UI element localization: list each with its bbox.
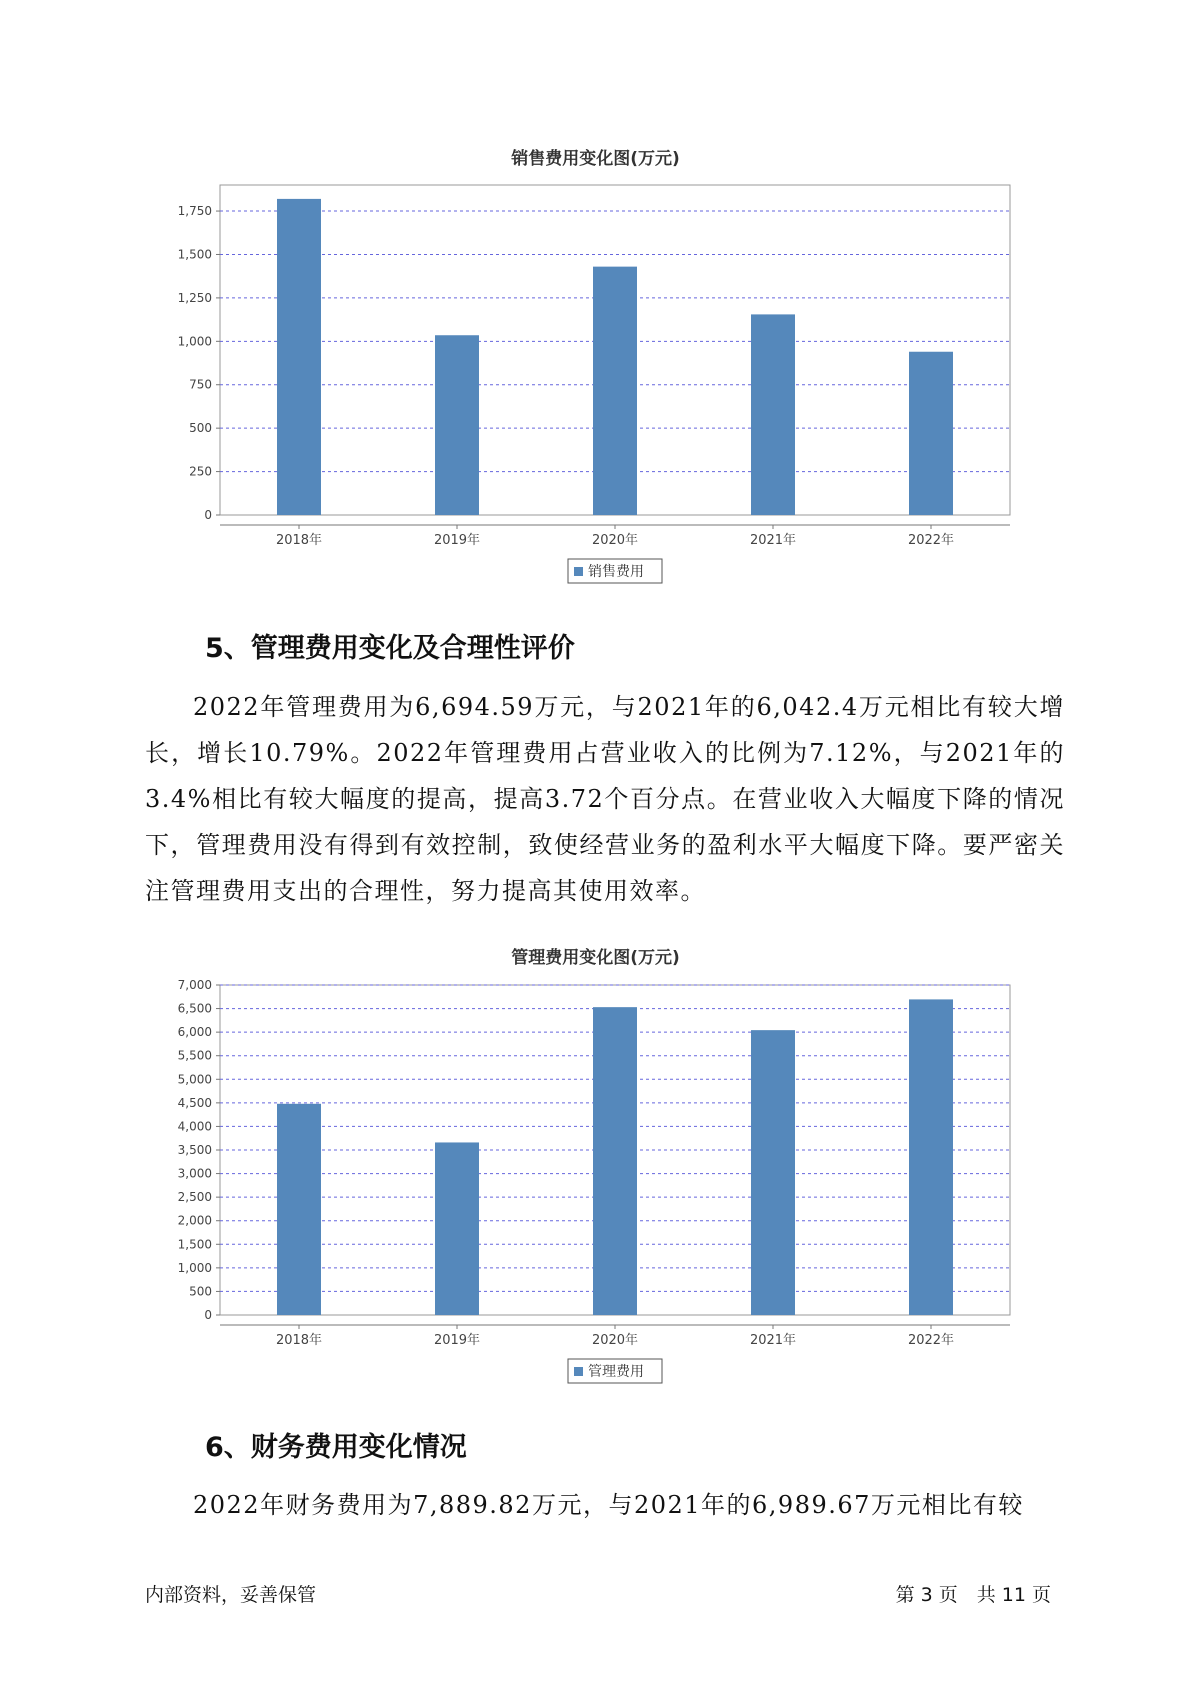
y-tick-label: 4,000 [177,1119,212,1134]
y-tick-label: 3,500 [177,1143,212,1157]
section5-heading: 5、管理费用变化及合理性评价 [205,633,575,664]
y-tick-label: 7,000 [177,978,212,992]
x-tick-label: 2021年 [749,533,797,548]
section5-paragraph: 2022年管理费用为6,694.59万元，与2021年的6,042.4万元相比有较大增长，增长10.79%。2022年管理费用占营业收入的比例为7.12%，与2021年的3.4%相比有较大幅度的提高，提高3.72个百分点。在营业收入大幅度下降的情况下，管理费用没有得到有效控制，致使经营业务的盈利水平大幅度下降。要严密关注管理费用支出的合理性，努力提高其使用效率。 [145,693,1065,905]
section6-heading: 6、财务费用变化情况 [205,1432,467,1463]
x-tick-label: 2022年 [907,1333,955,1348]
y-tick-label: 500 [189,1284,212,1299]
x-tick-label: 2020年 [591,533,639,548]
bar [277,1104,321,1315]
bar [909,999,953,1315]
y-tick-label: 2,500 [177,1190,212,1205]
y-tick-label: 250 [189,464,212,479]
footer-confidential: 内部资料，妥善保管 [145,1584,317,1606]
x-tick-label: 2022年 [907,533,955,548]
y-tick-label: 6,500 [177,1001,212,1016]
bar [435,1142,479,1315]
y-tick-label: 1,500 [177,1237,212,1252]
bar [909,352,953,515]
bar [593,267,637,515]
y-tick-label: 1,750 [177,204,212,219]
bar [593,1007,637,1315]
y-tick-label: 750 [189,377,212,392]
sales-expense-chart [0,160,1191,600]
section6-paragraph: 2022年财务费用为7,889.82万元，与2021年的6,989.67万元相比有较 [193,1491,1024,1519]
legend-swatch [574,1367,583,1376]
bar [751,314,795,515]
x-tick-label: 2021年 [749,1333,797,1348]
legend-label: 销售费用 [588,564,644,580]
x-tick-label: 2020年 [591,1333,639,1348]
chart1-title: 销售费用变化图(万元) [511,149,680,169]
y-tick-label: 1,500 [177,247,212,262]
y-tick-label: 3,000 [177,1166,212,1181]
y-tick-label: 0 [204,1308,212,1322]
bar [277,199,321,515]
legend-swatch [574,567,583,576]
y-tick-label: 4,500 [177,1095,212,1110]
admin-expense-chart [0,960,1191,1400]
y-tick-label: 1,250 [177,290,212,305]
y-tick-label: 1,000 [177,1260,212,1275]
y-tick-label: 1,000 [177,334,212,349]
y-tick-label: 2,000 [177,1213,212,1228]
bar [751,1030,795,1315]
legend-label: 管理费用 [588,1364,644,1380]
y-tick-label: 5,500 [177,1048,212,1063]
footer-page-number: 第 3 页 共 11 页 [895,1584,1051,1606]
x-tick-label: 2018年 [275,533,323,548]
x-tick-label: 2018年 [275,1333,323,1348]
chart2-title: 管理费用变化图(万元) [511,948,680,968]
y-tick-label: 5,000 [177,1072,212,1087]
bar [435,335,479,515]
x-tick-label: 2019年 [433,533,481,548]
y-tick-label: 500 [189,421,212,436]
x-tick-label: 2019年 [433,1333,481,1348]
y-tick-label: 0 [204,508,212,522]
y-tick-label: 6,000 [177,1025,212,1040]
